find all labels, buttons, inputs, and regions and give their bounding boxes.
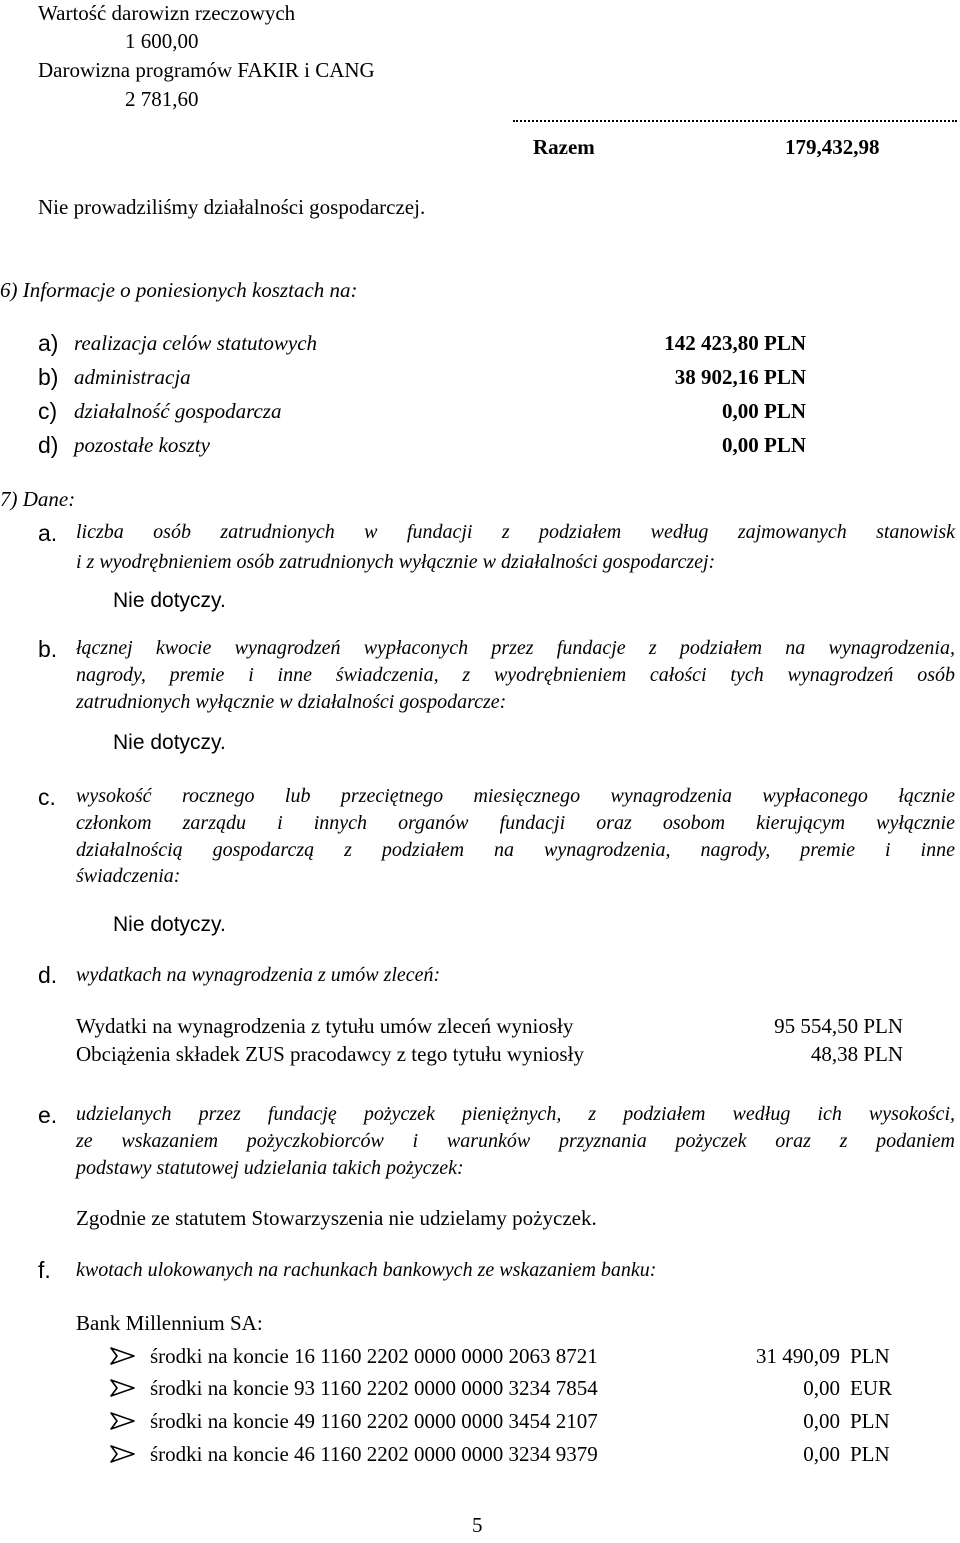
donation-value-1: 1 600,00 [125, 29, 199, 53]
item-b-letter: b. [38, 636, 58, 662]
cost-letter-b: b) [38, 364, 59, 390]
cost-letter-c: c) [38, 398, 58, 424]
arrow-bullet-icon [110, 1411, 136, 1431]
section6-heading: 6) Informacje o poniesionych kosztach na: [0, 278, 358, 302]
account-label-4: środki na koncie 46 1160 2202 0000 0000 3234 9379 [150, 1442, 598, 1466]
zus-charges-label: Obciążenia składek ZUS pracodawcy z tego tytułu wyniosły [76, 1042, 584, 1066]
arrow-bullet-icon [110, 1346, 136, 1366]
arrow-bullet-icon [110, 1444, 136, 1464]
account-amount-1: 31 490,09 [756, 1344, 840, 1368]
item-b-line-3: zatrudnionych wyłącznie w działalności gospodarcze: [76, 691, 507, 713]
item-e-line-1: udzielanych przez fundację pożyczek pieniężnych, z podziałem według ich wysokości, [76, 1103, 955, 1125]
item-a-answer: Nie dotyczy. [113, 589, 226, 612]
cost-label-d: pozostałe koszty [74, 433, 210, 457]
account-label-2: środki na koncie 93 1160 2202 0000 0000 3234 7854 [150, 1376, 598, 1400]
account-label-3: środki na koncie 49 1160 2202 0000 0000 3454 2107 [150, 1409, 598, 1433]
cost-value-b: 38 902,16 PLN [674, 365, 806, 389]
item-e-line-3: podstawy statutowej udzielania takich pożyczek: [76, 1157, 464, 1179]
item-c-line-2: członkom zarządu i innych organów fundacji oraz osobom kierującym wyłącznie [76, 812, 955, 834]
cost-label-b: administracja [74, 365, 191, 389]
item-a-line-2: i z wyodrębnieniem osób zatrudnionych wyłącznie w działalności gospodarczej: [76, 551, 716, 573]
item-f-line-1: kwotach ulokowanych na rachunkach bankowych ze wskazaniem banku: [76, 1259, 657, 1281]
account-amount-4: 0,00 [803, 1442, 840, 1466]
donation-label-1: Wartość darowizn rzeczowych [38, 1, 296, 25]
item-b-answer: Nie dotyczy. [113, 731, 226, 754]
account-currency-2: EUR [850, 1376, 892, 1400]
item-e-letter: e. [38, 1102, 58, 1128]
item-b-line-2: nagrody, premie i inne świadczenia, z wyodrębnieniem całości tych wynagrodzeń osób [76, 664, 955, 686]
cost-value-a: 142 423,80 PLN [664, 331, 806, 355]
donation-label-2: Darowizna programów FAKIR i CANG [38, 58, 375, 82]
account-currency-3: PLN [850, 1409, 890, 1433]
item-c-line-4: świadczenia: [76, 865, 181, 887]
no-activity-note: Nie prowadziliśmy działalności gospodarczej. [38, 195, 426, 219]
cost-label-c: działalność gospodarcza [74, 399, 282, 423]
item-c-letter: c. [38, 784, 56, 810]
item-e-line-2: ze wskazaniem pożyczkobiorców i warunków przyznania pożyczek oraz z podaniem [76, 1130, 955, 1152]
item-f-letter: f. [38, 1257, 51, 1283]
arrow-bullet-icon [110, 1378, 136, 1398]
item-a-letter: a. [38, 520, 58, 546]
item-e-answer: Zgodnie ze statutem Stowarzyszenia nie udzielamy pożyczek. [76, 1206, 597, 1230]
donation-value-2: 2 781,60 [125, 87, 199, 111]
cost-label-a: realizacja celów statutowych [74, 331, 318, 355]
contract-wages-value: 95 554,50 PLN [774, 1014, 903, 1038]
cost-value-c: 0,00 PLN [722, 399, 806, 423]
account-label-1: środki na koncie 16 1160 2202 0000 0000 2063 8721 [150, 1344, 598, 1368]
item-d-letter: d. [38, 962, 58, 988]
item-c-line-1: wysokość rocznego lub przeciętnego miesięcznego wynagrodzenia wypłaconego łącznie [76, 785, 955, 807]
account-amount-2: 0,00 [803, 1376, 840, 1400]
zus-charges-value: 48,38 PLN [810, 1042, 903, 1066]
cost-letter-a: a) [38, 330, 59, 356]
item-a-line-1: liczba osób zatrudnionych w fundacji z podziałem według zajmowanych stanowisk [76, 521, 955, 543]
item-b-line-1: łącznej kwocie wynagrodzeń wypłaconych przez fundacje z podziałem na wynagrodzenia, [76, 637, 955, 659]
cost-value-d: 0,00 PLN [722, 433, 806, 457]
dotted-separator [513, 120, 957, 122]
contract-wages-label: Wydatki na wynagrodzenia z tytułu umów zleceń wyniosły [76, 1014, 574, 1038]
bank-name: Bank Millennium SA: [76, 1311, 263, 1335]
item-c-answer: Nie dotyczy. [113, 913, 226, 936]
razem-value: 179,432,98 [785, 135, 880, 159]
razem-label: Razem [533, 135, 595, 159]
item-d-line-1: wydatkach na wynagrodzenia z umów zleceń: [76, 964, 441, 986]
section7-heading: 7) Dane: [0, 487, 76, 511]
item-c-line-3: działalnością gospodarczą z podziałem na wynagrodzenia, nagrody, premie i inne [76, 839, 955, 861]
account-currency-4: PLN [850, 1442, 890, 1466]
account-currency-1: PLN [850, 1344, 890, 1368]
account-amount-3: 0,00 [803, 1409, 840, 1433]
cost-letter-d: d) [38, 432, 59, 458]
page-number: 5 [472, 1513, 483, 1537]
